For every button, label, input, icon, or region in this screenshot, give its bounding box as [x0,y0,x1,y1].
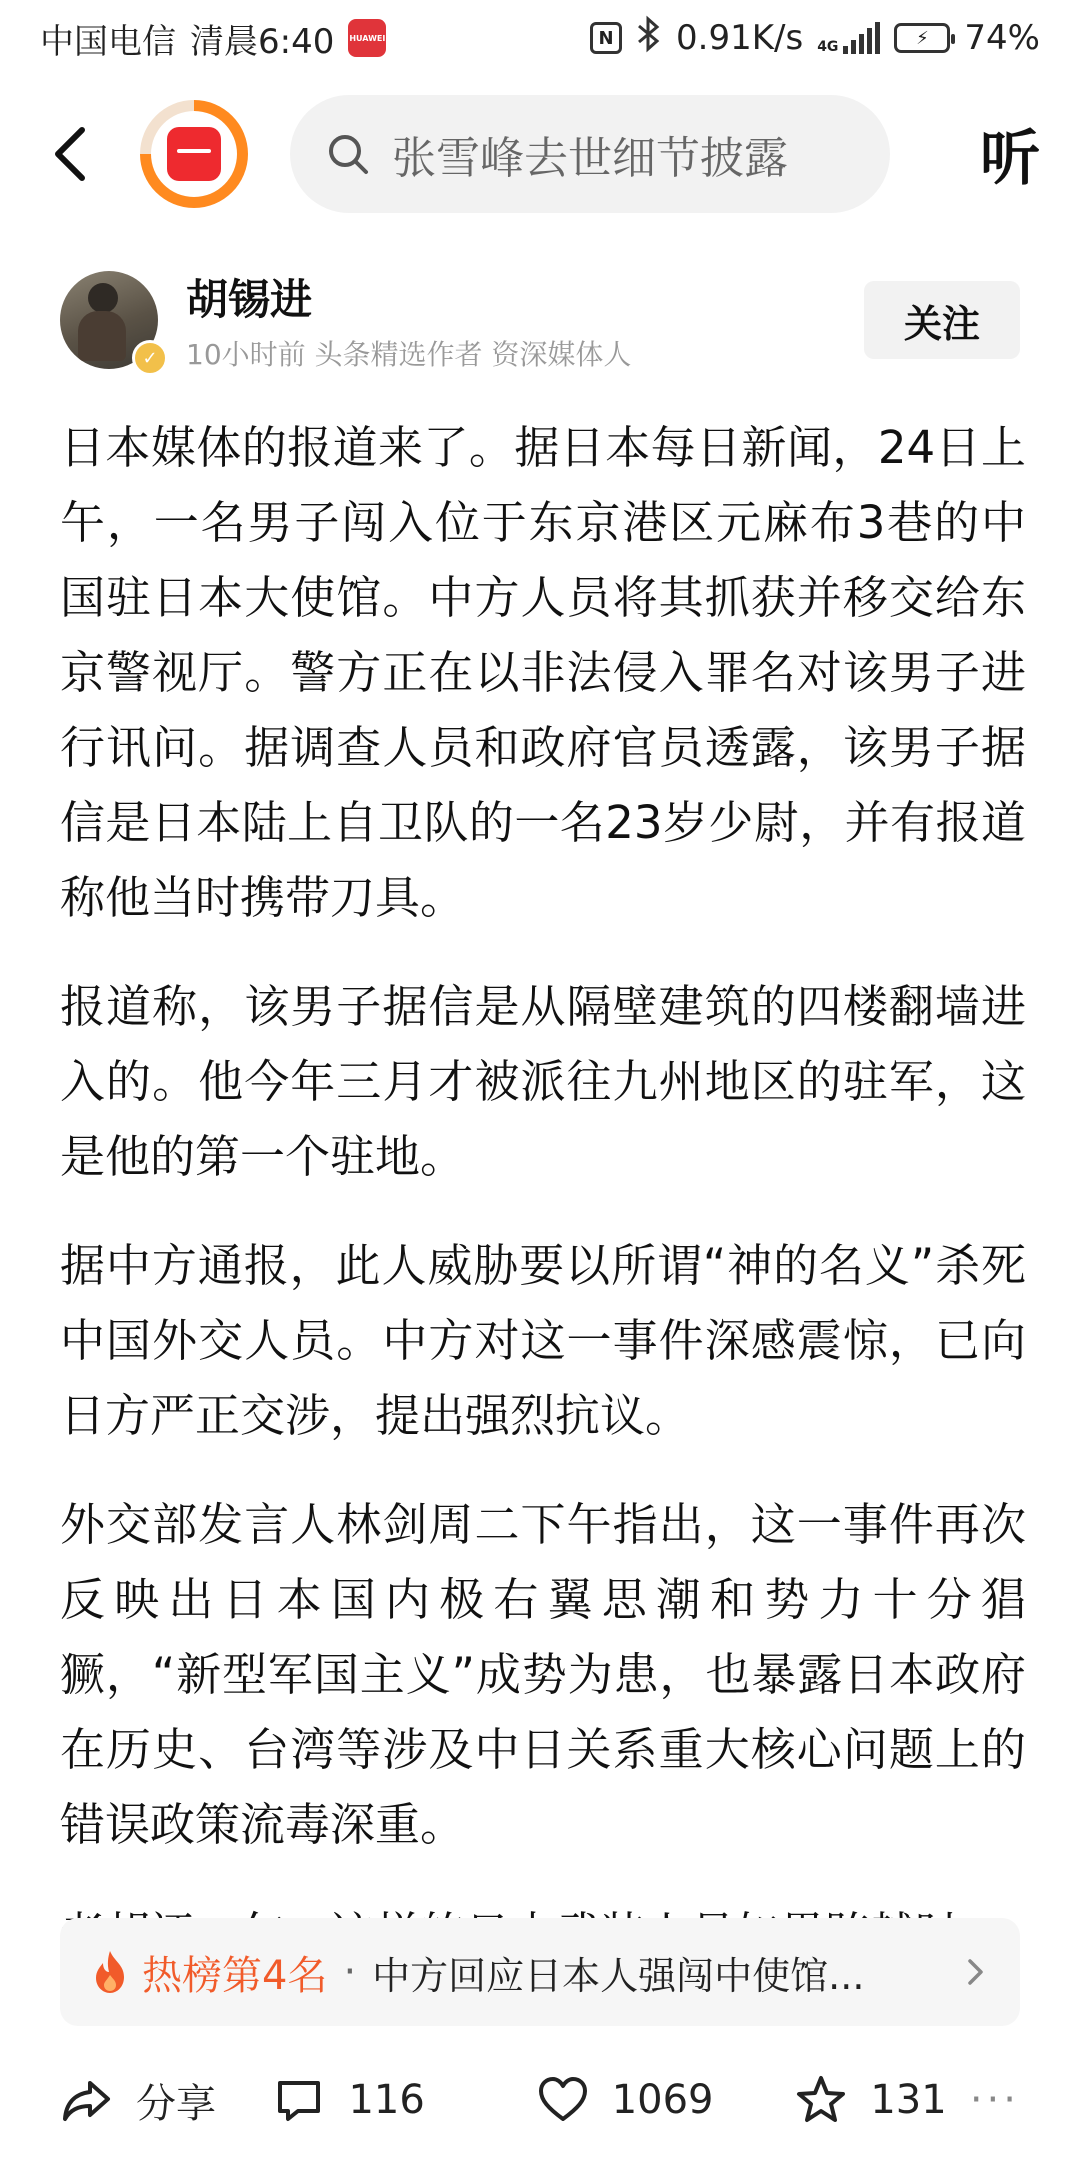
like-count: 1069 [611,2077,714,2123]
comment-count: 116 [348,2077,425,2123]
article-body [60,410,1026,1890]
flame-icon [90,1949,130,1995]
article-paragraph: 外交部发言人林剑周二下午指出，这一事件再次反映出日本国内极右翼思潮和势力十分猖獗，“新型军国主义”成势为患，也暴露日本政府在历史、台湾等涉及中日关系重大核心问题上的错误政策流毒深重。 [60,1498,1026,1851]
signal-icon [817,22,880,54]
search-bar[interactable] [290,95,890,213]
comment-button[interactable] [272,2073,535,2127]
battery-level: 74% [964,18,1040,58]
search-suggestion: 张雪峰去世细节披露 [392,133,788,184]
logo-box [167,127,221,181]
avatar-body [78,311,126,361]
search-icon [326,132,370,176]
hot-rank: 热榜第4名 [142,1952,328,1999]
author-name[interactable]: 胡锡进 [186,275,313,324]
carrier-label: 中国电信 [40,21,176,62]
comment-icon [272,2073,326,2127]
avatar-head [88,283,118,313]
huawei-app-icon: HUAWEI [348,19,386,57]
heart-icon [536,2073,590,2127]
logo-inner [151,111,237,197]
favorite-button[interactable] [794,2073,970,2127]
bottom-action-bar [0,2040,1080,2160]
article-paragraph: 据中方通报，此人威胁要以所谓“神的名义”杀死中国外交人员。中方对这一事件深感震惊，已向日方严正交涉，提出强烈抗议。 [60,1239,1026,1442]
net-type: 4G [817,39,839,55]
hot-list-banner[interactable] [60,1918,1020,2026]
like-button[interactable] [536,2073,795,2127]
battery-icon: ⚡ [894,23,950,53]
more-icon[interactable]: ··· [969,2077,1020,2123]
status-bar [0,0,1080,76]
top-nav [0,82,1080,226]
chevron-right-icon [960,1957,990,1987]
hot-separator: · [343,1949,357,1995]
share-label: 分享 [136,2080,216,2127]
hot-title: 中方回应日本人强闯中使馆... [372,1953,865,1998]
listen-button[interactable]: 听 [980,124,1040,194]
bluetooth-icon [636,17,662,59]
nfc-icon: N [590,22,622,54]
author-info [186,267,631,373]
toutiao-logo-icon[interactable] [140,100,248,208]
net-speed: 0.91K/s [676,18,804,58]
article-paragraph: 报道称，该男子据信是从隔壁建筑的四楼翻墙进入的。他今年三月才被派往九州地区的驻军，这是他的第一个驻地。 [60,980,1026,1183]
star-icon [794,2073,848,2127]
follow-button[interactable]: 关注 [864,281,1020,359]
share-icon [60,2073,114,2127]
back-icon[interactable] [40,124,100,184]
status-right [590,17,1040,59]
author-meta: 10小时前 头条精选作者 资深媒体人 [186,338,632,371]
author-row [60,270,1020,370]
verified-icon: ✓ [132,340,168,376]
clock: 清晨6:40 [190,21,335,62]
share-button[interactable] [60,2072,272,2129]
status-left [40,14,386,63]
favorite-count: 131 [870,2077,947,2123]
article-paragraph: 日本媒体的报道来了。据日本每日新闻，24日上午，一名男子闯入位于东京港区元麻布3巷的中国驻日本大使馆。中方人员将其抓获并移交给东京警视厅。警方正在以非法侵入罪名对该男子进行讯问。据调查人员和政府官员透露，该男子据信是日本陆上自卫队的一名23岁少尉，并有报道称他当时携带刀具。 [60,421,1026,924]
